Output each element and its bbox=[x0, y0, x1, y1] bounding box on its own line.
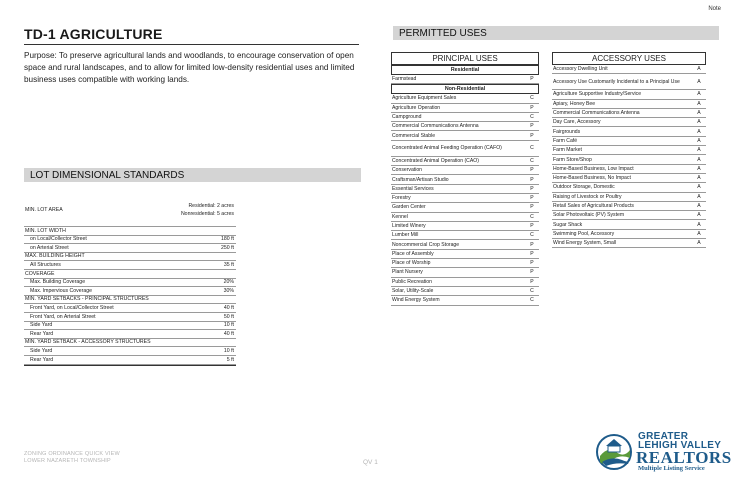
use-row bbox=[391, 240, 539, 249]
use-row bbox=[552, 174, 706, 183]
use-row bbox=[391, 213, 539, 222]
use-row bbox=[391, 296, 539, 305]
use-name: Wind Energy System bbox=[392, 297, 440, 304]
use-row bbox=[552, 65, 706, 74]
use-name: Raising of Livestock or Poultry bbox=[553, 193, 622, 200]
use-name: Limited Winery bbox=[392, 223, 426, 229]
use-code: C bbox=[530, 157, 534, 164]
principal-uses-heading: PRINCIPAL USES bbox=[391, 52, 539, 65]
footer-line-2: LOWER NAZARETH TOWNSHIP bbox=[24, 458, 111, 464]
dim-row-label: Max. Impervious Coverage bbox=[30, 287, 92, 294]
use-row bbox=[552, 146, 706, 155]
lot-dimensional-table bbox=[24, 194, 236, 366]
use-code: P bbox=[530, 250, 534, 257]
use-code: A bbox=[697, 184, 701, 191]
dim-row-value: 250 ft bbox=[221, 244, 234, 251]
use-code: C bbox=[530, 95, 534, 102]
use-name: Campground bbox=[392, 114, 422, 121]
accessory-uses-table bbox=[552, 52, 706, 248]
dim-row bbox=[24, 270, 236, 279]
use-name: Forestry bbox=[392, 195, 411, 202]
use-row bbox=[391, 122, 539, 131]
use-name: Accessory Use Customarily Incidental to a Principal Use bbox=[553, 78, 680, 85]
dim-row-value: 180 ft bbox=[221, 236, 234, 243]
use-row bbox=[552, 137, 706, 146]
use-code: P bbox=[530, 204, 534, 211]
use-name: Fairgrounds bbox=[553, 128, 581, 135]
realtors-logo bbox=[594, 430, 740, 472]
dim-row bbox=[24, 347, 236, 356]
use-code: A bbox=[697, 165, 701, 172]
use-name: Garden Center bbox=[392, 204, 426, 211]
footer-text bbox=[24, 451, 120, 465]
use-code: P bbox=[530, 195, 534, 202]
use-name: Craftsman/Artisan Studio bbox=[392, 176, 449, 183]
dim-row-label: COVERAGE bbox=[25, 270, 55, 277]
use-name: Solar Photovoltaic (PV) System bbox=[553, 212, 625, 219]
dim-row-value: 35 ft bbox=[223, 261, 234, 268]
use-name: Farmstead bbox=[392, 76, 417, 83]
use-name: Apiary, Honey Bee bbox=[553, 100, 596, 107]
accessory-uses-heading: ACCESSORY USES bbox=[552, 52, 706, 65]
use-code: A bbox=[697, 240, 701, 247]
dim-row bbox=[24, 339, 236, 348]
use-row bbox=[552, 230, 706, 239]
dim-row-label: MAX. BUILDING HEIGHT bbox=[25, 253, 85, 260]
use-row bbox=[391, 222, 539, 231]
use-code: A bbox=[697, 203, 701, 209]
use-row bbox=[552, 74, 706, 90]
use-name: Commercial Communications Antenna bbox=[553, 110, 640, 117]
use-code: A bbox=[697, 78, 701, 85]
dim-row bbox=[24, 330, 236, 339]
use-row bbox=[391, 75, 539, 84]
use-name: Place of Assembly bbox=[392, 250, 434, 257]
dim-row-label: MIN. LOT WIDTH bbox=[25, 227, 66, 234]
use-code: P bbox=[530, 241, 534, 248]
dim-row-label: Side Yard bbox=[30, 322, 53, 329]
use-code: C bbox=[530, 213, 534, 220]
use-row bbox=[391, 194, 539, 203]
use-code: P bbox=[530, 76, 534, 83]
dim-row-label: All Structures bbox=[30, 261, 61, 268]
use-row bbox=[552, 90, 706, 99]
min-lot-area-label: MIN. LOT AREA bbox=[25, 206, 63, 213]
use-name: Kennel bbox=[392, 213, 408, 220]
use-name: Agriculture Equipment Sales bbox=[392, 95, 457, 102]
dim-row-label: Rear Yard bbox=[30, 330, 54, 337]
use-code: A bbox=[697, 212, 701, 219]
use-name: Agriculture Operation bbox=[392, 104, 441, 111]
nonresidential-area: Nonresidential: 5 acres bbox=[180, 211, 234, 217]
use-code: A bbox=[697, 221, 701, 228]
dim-row-label: Max. Building Coverage bbox=[30, 279, 86, 286]
use-code: C bbox=[530, 288, 534, 295]
logo-line-4: Multiple Listing Service bbox=[638, 465, 705, 472]
dim-row bbox=[24, 236, 236, 245]
use-row bbox=[391, 203, 539, 212]
nonresidential-subheading: Non-Residential bbox=[391, 84, 539, 94]
use-row bbox=[391, 185, 539, 194]
dim-row-value: 10 ft bbox=[223, 347, 234, 354]
use-code: P bbox=[530, 223, 534, 229]
dim-row-label: MIN. YARD SETBACK - ACCESSORY STRUCTURES bbox=[25, 339, 151, 346]
use-name: Outdoor Storage, Domestic bbox=[553, 184, 615, 191]
use-row bbox=[552, 118, 706, 127]
use-code: A bbox=[697, 193, 701, 200]
use-name: Wind Energy System, Small bbox=[553, 240, 617, 247]
use-code: P bbox=[530, 176, 534, 183]
dim-row bbox=[24, 287, 236, 296]
dim-row-value: 40 ft bbox=[223, 330, 234, 337]
use-name: Farm Café bbox=[553, 137, 578, 144]
use-row bbox=[391, 94, 539, 103]
dim-row-value: 10 ft bbox=[223, 322, 234, 329]
use-row bbox=[552, 165, 706, 174]
table-bottom-rule bbox=[24, 365, 236, 366]
use-code: A bbox=[697, 91, 701, 98]
use-name: Noncommercial Crop Storage bbox=[392, 241, 460, 248]
use-name: Concentrated Animal Feeding Operation (CAFO) bbox=[392, 145, 502, 152]
use-row bbox=[552, 100, 706, 109]
use-name: Lumber Mill bbox=[392, 232, 419, 239]
dim-rows bbox=[24, 227, 236, 365]
use-row bbox=[391, 104, 539, 113]
use-code: P bbox=[530, 167, 534, 174]
dim-row bbox=[24, 261, 236, 270]
dim-row-label: Front Yard, on Local/Collector Street bbox=[30, 304, 114, 311]
dim-row-label: Rear Yard bbox=[30, 356, 54, 363]
use-name: Essential Services bbox=[392, 185, 434, 192]
use-code: P bbox=[530, 123, 534, 130]
page-title: TD-1 AGRICULTURE bbox=[24, 26, 163, 42]
footer-line-1: ZONING ORDINANCE QUICK VIEW bbox=[24, 451, 120, 457]
use-name: Commercial Communications Antenna bbox=[392, 123, 479, 130]
use-name: Accessory Dwelling Unit bbox=[553, 66, 608, 73]
use-name: Swimming Pool, Accessory bbox=[553, 230, 615, 237]
use-row bbox=[391, 131, 539, 140]
use-name: Public Recreation bbox=[392, 278, 432, 285]
use-row bbox=[552, 220, 706, 229]
page-number: QV 1 bbox=[363, 459, 378, 466]
house-emblem-icon bbox=[594, 432, 634, 470]
dim-row bbox=[24, 253, 236, 262]
use-row bbox=[391, 113, 539, 122]
dim-row-label: Side Yard bbox=[30, 347, 53, 354]
use-row bbox=[552, 183, 706, 192]
use-row bbox=[552, 127, 706, 136]
use-row bbox=[552, 202, 706, 211]
use-row bbox=[391, 175, 539, 184]
use-name: Conservation bbox=[392, 167, 423, 174]
dim-row-label: on Local/Collector Street bbox=[30, 236, 87, 243]
accessory-rows bbox=[552, 65, 706, 248]
use-code: A bbox=[697, 147, 701, 154]
dim-row-label: Front Yard, on Arterial Street bbox=[30, 313, 96, 320]
use-row bbox=[391, 141, 539, 157]
dim-row bbox=[24, 244, 236, 253]
use-code: C bbox=[530, 297, 534, 304]
use-name: Concentrated Animal Operation (CAO) bbox=[392, 157, 479, 164]
use-code: A bbox=[697, 156, 701, 163]
use-code: P bbox=[530, 278, 534, 285]
use-row bbox=[552, 193, 706, 202]
use-row bbox=[391, 166, 539, 175]
use-row bbox=[391, 287, 539, 296]
permitted-uses-heading: PERMITTED USES bbox=[393, 26, 719, 40]
dim-row bbox=[24, 313, 236, 322]
logo-line-3: REALTORS bbox=[636, 448, 732, 467]
use-name: Home-Based Business, No Impact bbox=[553, 175, 631, 182]
min-lot-area-values bbox=[174, 202, 236, 218]
use-row bbox=[391, 157, 539, 166]
use-name: Day Care, Accessory bbox=[553, 119, 601, 126]
dim-row-value: 20% bbox=[223, 279, 234, 286]
title-divider bbox=[24, 44, 359, 45]
min-lot-area-row bbox=[24, 194, 236, 227]
principal-uses-table bbox=[391, 52, 539, 306]
use-name: Plant Nursery bbox=[392, 269, 423, 276]
use-code: A bbox=[697, 66, 701, 73]
purpose-text: Purpose: To preserve agricultural lands and woodlands, to encourage conservation of open space and rural landscapes, and to allow for limited low-density residential uses and limited business uses compatible with working lands. bbox=[24, 51, 355, 84]
use-code: A bbox=[697, 128, 701, 135]
nonresidential-rows bbox=[391, 94, 539, 305]
use-code: C bbox=[530, 145, 534, 152]
use-row bbox=[552, 211, 706, 220]
use-name: Agriculture Supportive Industry/Service bbox=[553, 91, 642, 98]
use-code: A bbox=[697, 119, 701, 126]
dim-row bbox=[24, 322, 236, 331]
use-code: P bbox=[530, 269, 534, 276]
dim-row bbox=[24, 227, 236, 236]
dim-row-value: 50 ft bbox=[223, 313, 234, 320]
residential-subheading: Residential bbox=[391, 65, 539, 75]
use-code: P bbox=[530, 185, 534, 192]
use-name: Home-Based Business, Low Impact bbox=[553, 165, 634, 172]
residential-rows bbox=[391, 75, 539, 84]
use-code: P bbox=[530, 104, 534, 111]
dim-row bbox=[24, 296, 236, 305]
dim-row-label: MIN. YARD SETBACKS - PRINCIPAL STRUCTURES bbox=[25, 296, 149, 303]
use-row bbox=[391, 231, 539, 240]
use-code: A bbox=[697, 100, 701, 107]
dim-row-value: 5 ft bbox=[226, 356, 234, 363]
use-code: C bbox=[530, 232, 534, 239]
dim-row bbox=[24, 279, 236, 288]
dim-row-label: on Arterial Street bbox=[30, 244, 69, 251]
use-name: Commercial Stable bbox=[392, 132, 436, 139]
use-code: A bbox=[697, 137, 701, 144]
dim-row-value: 40 ft bbox=[223, 304, 234, 311]
dim-row bbox=[24, 304, 236, 313]
use-code: P bbox=[530, 260, 534, 267]
note-label: Note bbox=[708, 6, 721, 12]
use-name: Farm Market bbox=[553, 147, 582, 154]
logo-line-1: GREATER bbox=[638, 431, 689, 442]
use-row bbox=[552, 239, 706, 248]
logo-line-2: LEHIGH VALLEY bbox=[638, 440, 722, 451]
use-row bbox=[552, 109, 706, 118]
lot-standards-heading: LOT DIMENSIONAL STANDARDS bbox=[24, 168, 361, 182]
dim-row-value: 30% bbox=[223, 287, 234, 294]
use-name: Farm Store/Shop bbox=[553, 156, 592, 163]
use-row bbox=[391, 268, 539, 277]
use-row bbox=[552, 155, 706, 164]
use-code: A bbox=[697, 110, 701, 117]
use-row bbox=[391, 278, 539, 287]
use-name: Sugar Shack bbox=[553, 221, 583, 228]
use-name: Solar, Utility-Scale bbox=[392, 288, 434, 295]
use-code: P bbox=[530, 132, 534, 139]
use-code: A bbox=[697, 175, 701, 182]
use-code: A bbox=[697, 230, 701, 237]
use-name: Retail Sales of Agricultural Products bbox=[553, 203, 634, 209]
residential-area: Residential: 2 acres bbox=[188, 203, 234, 209]
use-name: Place of Worship bbox=[392, 260, 431, 267]
use-row bbox=[391, 250, 539, 259]
use-row bbox=[391, 259, 539, 268]
use-code: C bbox=[530, 114, 534, 121]
dim-row bbox=[24, 356, 236, 365]
